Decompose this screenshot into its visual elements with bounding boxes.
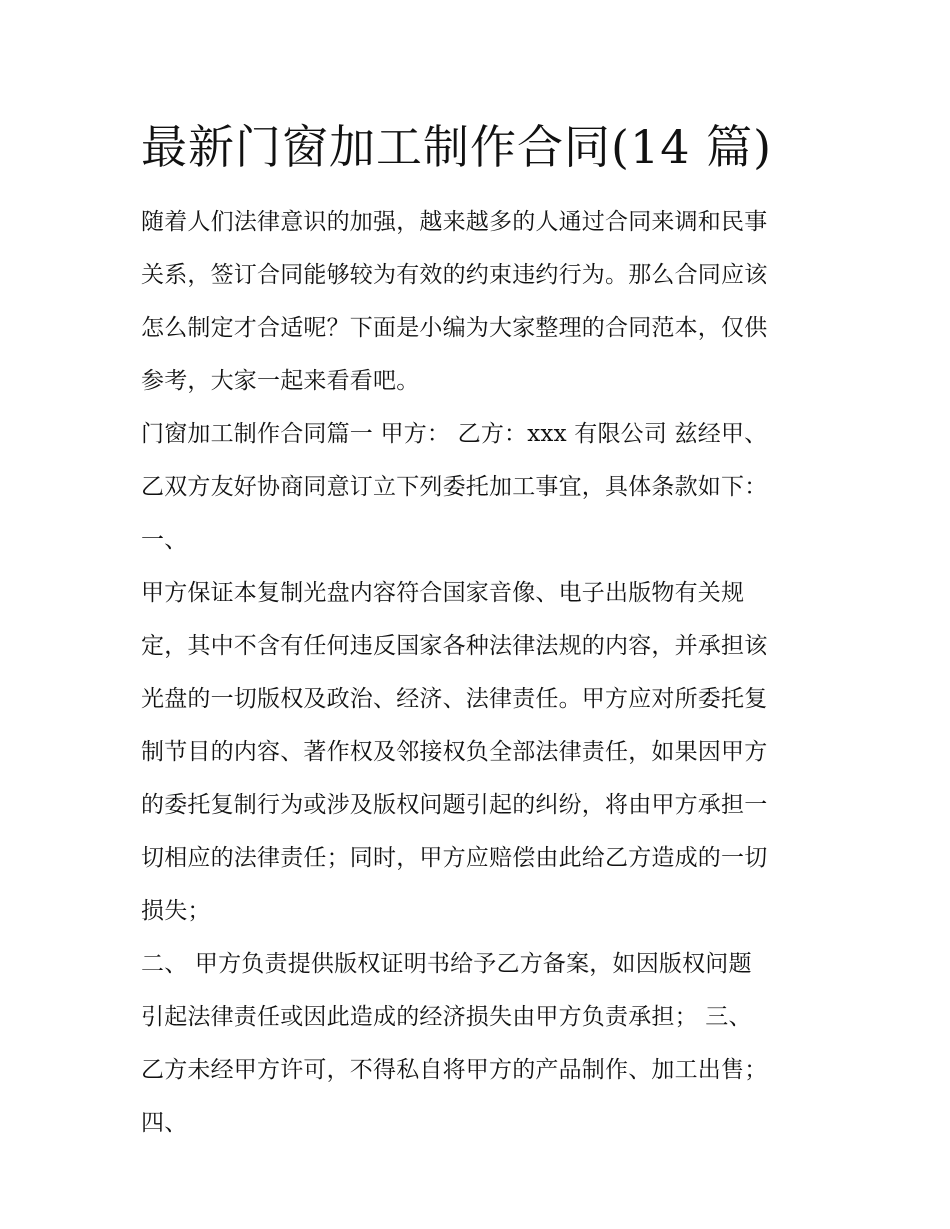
body-line: 乙方未经甲方许可，不得私自将甲方的产品制作、加工出售；	[141, 1057, 768, 1083]
body-line: 光盘的一切版权及政治、经济、法律责任。甲方应对所委托复	[141, 686, 768, 712]
document-title: 最新门窗加工制作合同(14 篇)	[141, 120, 773, 174]
body-line: 定，其中不含有任何违反国家各种法律法规的内容，并承担该	[141, 633, 768, 659]
body-line: 四、	[141, 1110, 188, 1136]
body-line: 随着人们法律意识的加强，越来越多的人通过合同来调和民事	[141, 209, 768, 235]
body-line: 切相应的法律责任；同时，甲方应赔偿由此给乙方造成的一切	[141, 845, 768, 871]
body-line: 甲方保证本复制光盘内容符合国家音像、电子出版物有关规	[141, 580, 745, 606]
body-line: 一、	[141, 527, 188, 553]
body-line: 的委托复制行为或涉及版权问题引起的纠纷，将由甲方承担一	[141, 792, 768, 818]
document-body	[141, 199, 813, 1153]
body-line: 引起法律责任或因此造成的经济损失由甲方负责承担； 三、	[141, 1004, 752, 1030]
body-line: 制节目的内容、著作权及邻接权负全部法律责任，如果因甲方	[141, 739, 768, 765]
body-line: 怎么制定才合适呢？下面是小编为大家整理的合同范本，仅供	[141, 315, 768, 341]
body-line: 门窗加工制作合同篇一 甲方： 乙方：xxx 有限公司 兹经甲、	[141, 421, 768, 447]
body-line: 参考，大家一起来看看吧。	[141, 368, 420, 394]
body-line: 乙双方友好协商同意订立下列委托加工事宜，具体条款如下：	[141, 474, 768, 500]
body-line: 损失；	[141, 898, 211, 924]
body-line: 二、 甲方负责提供版权证明书给予乙方备案，如因版权问题	[141, 951, 752, 977]
body-line: 关系，签订合同能够较为有效的约束违约行为。那么合同应该	[141, 262, 768, 288]
